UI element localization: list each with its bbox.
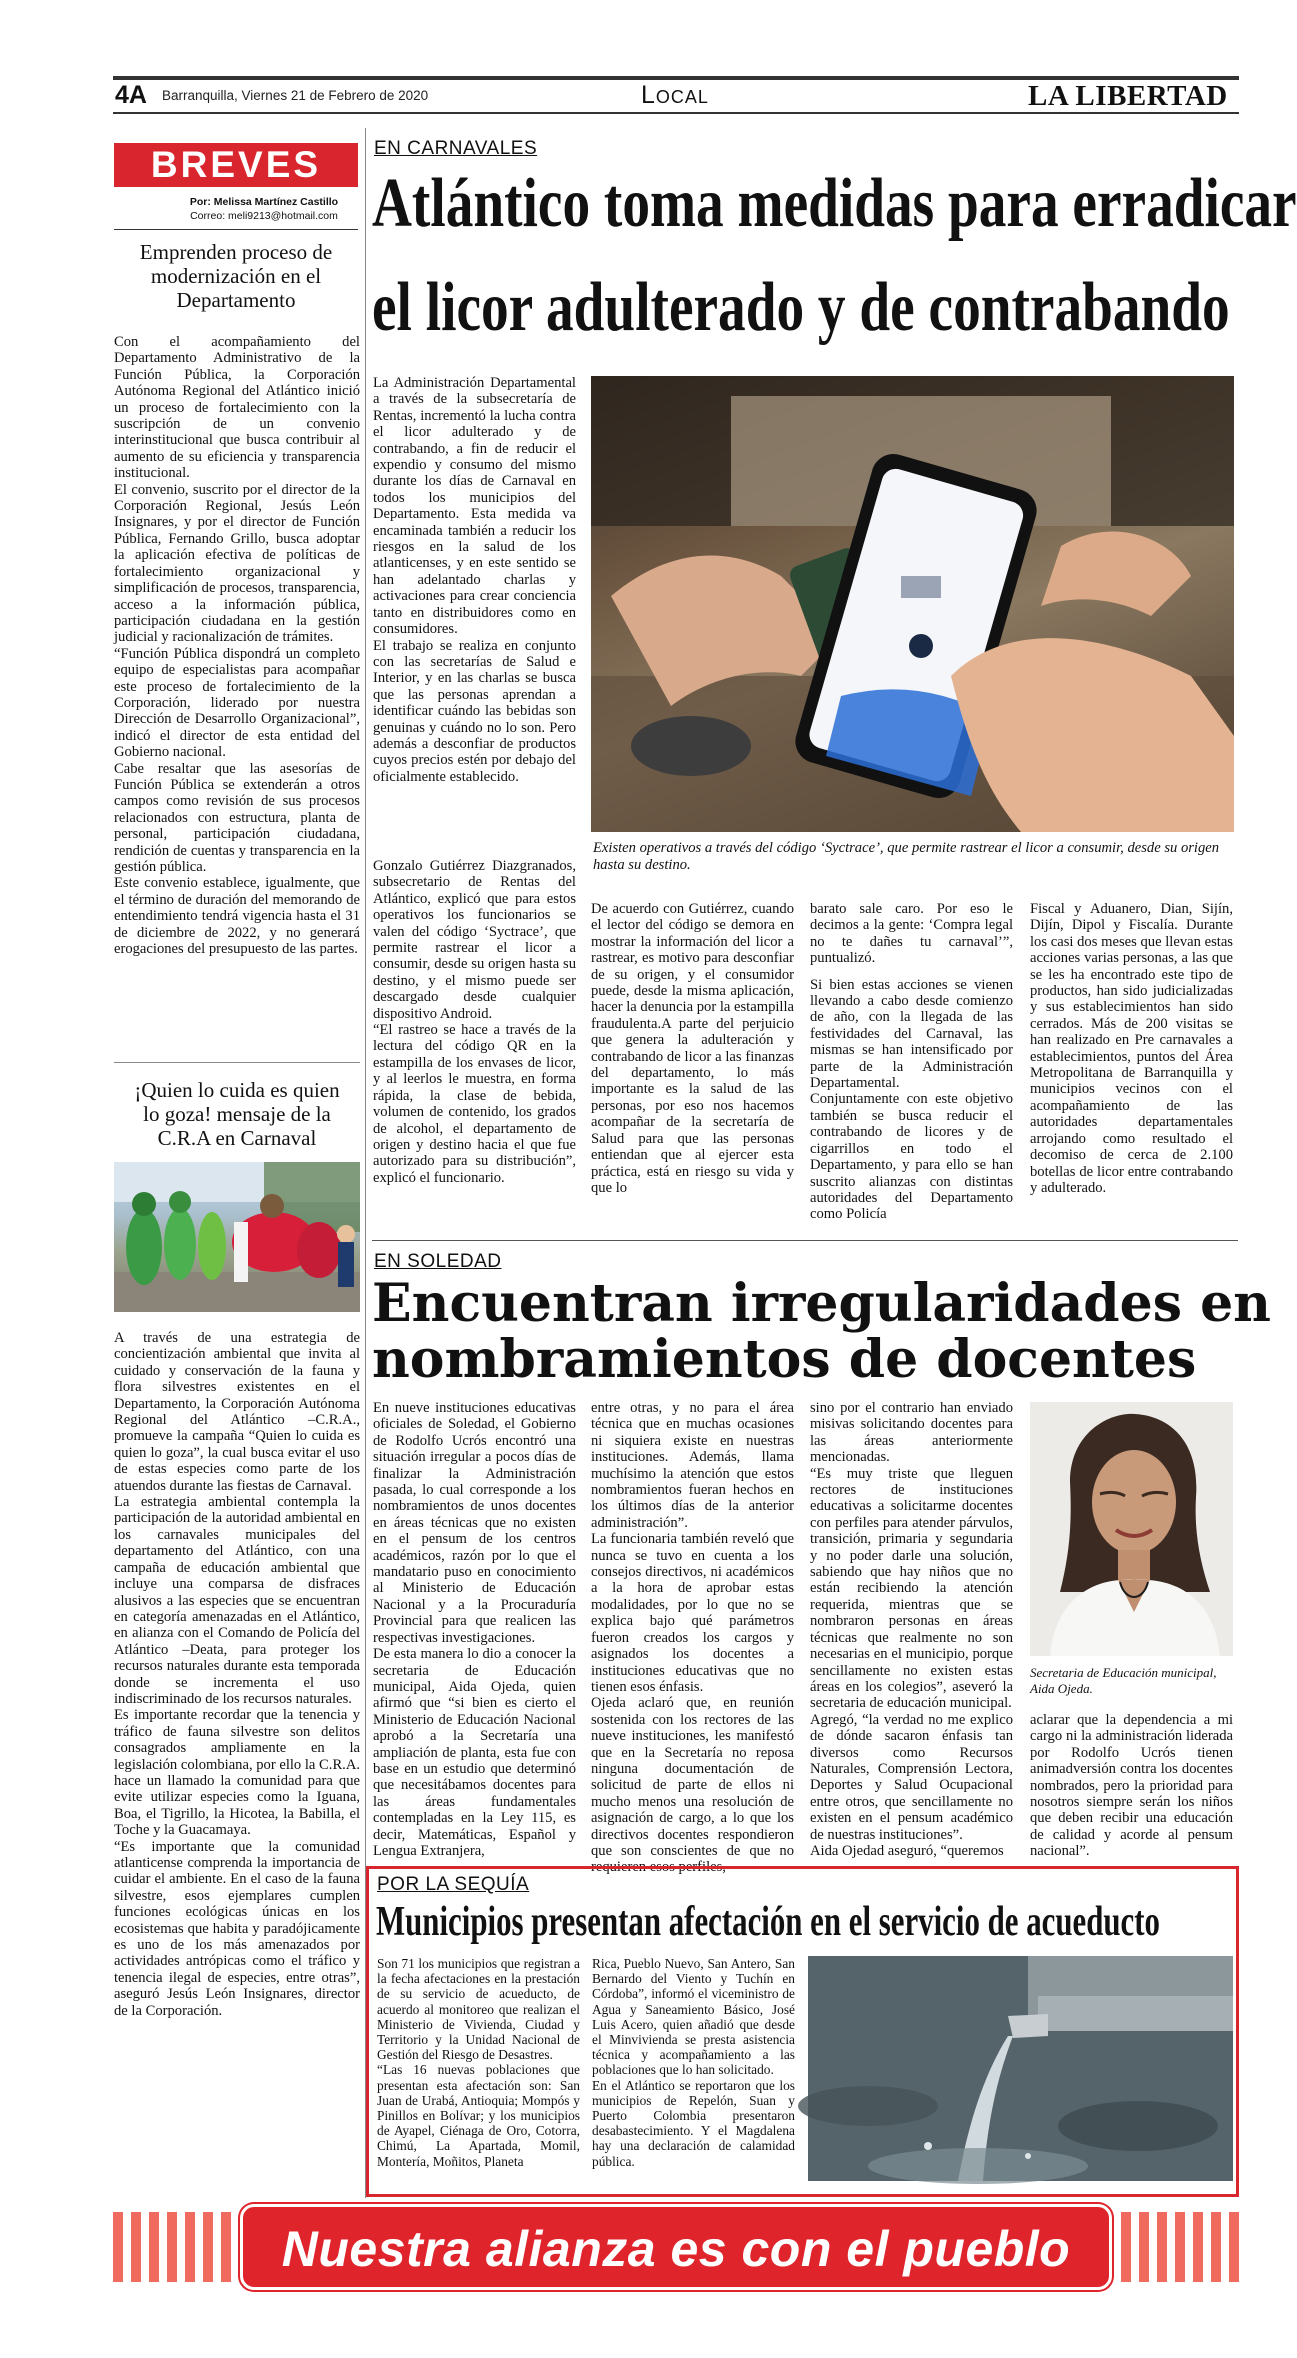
breves-divider — [114, 1062, 360, 1063]
masthead: LA LIBERTAD — [1028, 80, 1228, 112]
paragraph: Fiscal y Aduanero, Dian, Sijín, Dijín, Dipol y Fiscalía. Durante los casi dos meses que llevan estas acciones varias personas, a las que se les ha encontrado este tipo de productos, han sido judicializadas y sus establecimientos han sido cerrados. Más de 200 visitas se han realizado en Pre carnavales a establecimientos, puntos del Área Metropolitana de Barranquilla y municipios vecinos con el acompañamiento de las autoridades departamentales arrojando como resultado el decomiso de cerca de 2.100 botellas de licor entre contrabando y adulterado. — [1030, 901, 1233, 1196]
paragraph: “Función Pública dispondrá un completo equipo de especialistas para acompañar este proceso de fortalecimiento de la Corporación, liderado por nuestra Dirección de Desarrollo Organizacional”, indicó el director de esta entidad del Gobierno nacional. — [114, 645, 360, 761]
paragraph: El convenio, suscrito por el director de la Corporación Regional, Jesús León Insignares, y por el director de Función Pública, Fernando Grillo, busca adoptar la aplicación efectiva de políticas de fortalecimiento organizacional y simplificación de procesos, transparencia, acceso a la información pública, participación ciudadana en la gestión judicial y racionalización de trámites. — [114, 481, 360, 646]
carnival-costume-image — [114, 1162, 360, 1312]
stripes-left-graphic — [113, 2212, 233, 2282]
article1-headline-line1: Atlántico toma medidas para erradicar — [372, 165, 1297, 242]
banner-stripes-left — [113, 2212, 233, 2282]
breves-item2-title: ¡Quien lo cuida es quien lo goza! mensaje de la C.R.A en Carnaval — [134, 1078, 340, 1150]
paragraph: Conjuntamente con este objetivo también se busca reducir el contrabando de licores y de cigarrillos en todo el Departamento, y para ello se han suscrito alianzas con distintas autoridades del Departamento como Policía — [810, 1091, 1013, 1223]
article1-caption: Existen operativos a través del código ‘Syctrace’, que permite rastrear el licor a consumir, desde su origen hasta su destino. — [593, 840, 1220, 873]
dateline: Barranquilla, Viernes 21 de Febrero de 2020 — [162, 88, 429, 103]
syctrace-phone-photo — [591, 376, 1234, 832]
article1-kicker: EN CARNAVALES — [374, 138, 538, 159]
paragraph: De acuerdo con Gutiérrez, cuando el lector del código se demora en mostrar la información del licor a rastrear, es motivo para desconfiar de su origen, y el consumidor puede, desde la misma aplicación, hacer la denuncia por la estampilla fraudulenta.A parte del perjuicio que genera la adulteración y contrabando de licor a las finanzas del departamento, lo más importante es la salud de las personas, por eso nos hacemos acompañar de la secretaría de Salud para que las personas entiendan que al ejercer esta práctica, está en riesgo su vida y que lo — [591, 901, 795, 1196]
article1-col4 — [1030, 901, 1233, 1231]
paragraph: Ojeda aclaró que, en reunión sostenida con los rectores de las nueve instituciones, les manifestó que en la Secretaría no reposa ninguna documentación de solicitud de parte de ellos ni mucho menos una resolución de asignación de cargo, a lo que los directivos docentes respondieron que son conscientes de que no requieren esos perfiles, — [591, 1695, 794, 1876]
paragraph: Rica, Pueblo Nuevo, San Antero, San Bernardo del Viento y Tuchín en Córdoba”, informó el viceministro de Agua y Saneamiento Básico, José Luis Acero, quien añadió que desde el Minvivienda se presta asistencia técnica y acompañamiento a las poblaciones que lo han solicitado. — [592, 1956, 795, 2078]
paragraph: “Las 16 nuevas poblaciones que presentan esta afectación son: San Juan de Urabá, Antioquia; Mompós y Pinillos en Bolívar; y los municipios de Ayapel, Ciénaga de Oro, Cotorra, Chimú, La Apartada, Momil, Montería, Moñitos, Planeta — [377, 2062, 580, 2169]
paragraph: “Es importante que la comunidad atlanticense comprenda la importancia de cuidar el ambiente. En el caso de la fauna silvestre, esos ejemplares cumplen funciones ecológicas únicas en los ecosistemas que habita y paradójicamente es uno de los más amenazados por actividades antrópicas como el tráfico y tenencia ilegal de especies, entre otras”, aseguró Jesús León Insignares, director de la Corporación. — [114, 1838, 360, 2019]
paragraph: Este convenio establece, igualmente, que el término de duración del memorando de entendimiento tendrá vigencia hasta el 31 de diciembre de 2022, y no generará erogaciones del presupuesto de las partes. — [114, 875, 360, 958]
paragraph: Es importante recordar que la tenencia y tráfico de fauna silvestre son delitos consagrados ampliamente en la legislación colombiana, por ello la C.R.A. hace un llamado la comunidad para que evite utilizar especies como la Iguana, Boa, el Tigrillo, la Hicotea, la Babilla, el Toche y la Guacamaya. — [114, 1707, 361, 1839]
banner-stripes-right — [1118, 2212, 1239, 2282]
slogan-text: Nuestra alianza es con el pueblo — [281, 2221, 1071, 2277]
syctrace-phone-image — [591, 376, 1234, 832]
article2-headline-line2: nombramientos de docentes — [372, 1329, 1197, 1390]
paragraph: aclarar que la dependencia a mi cargo ni la administración liderada por Rodolfo Ucrós tienen animadversión contra los docentes nombrados, pero la prioridad para nosotros siempre serán los niños que deben recibir una educación de calidad y acorde al pensum nacional”. — [1030, 1712, 1233, 1860]
article1-col1-top — [373, 375, 576, 849]
breves-email: Correo: meli9213@hotmail.com — [190, 210, 338, 222]
header-bottom-rule — [113, 112, 1239, 114]
breves-item1-body — [114, 334, 360, 1054]
article2-col1 — [373, 1400, 576, 1859]
paragraph: entre otras, y no para el área técnica que en muchas ocasiones ni siquiera existe en nuestras instituciones. Además, llama muchísimo la atención que estos nombramientos fueran hechos en los últimos días de la anterior administración”. — [591, 1400, 794, 1531]
breves-rule — [114, 229, 358, 230]
breves-label-text: BREVES — [150, 144, 322, 185]
paragraph: A través de una estrategia de concientización ambiental que invita al cuidado y conservación de la fauna y flora silvestres existentes en el Departamento, la Corporación Autónoma Regional del Atlántico –C.R.A., promueve la campaña “Quien lo cuida es quien lo goza”, la cual busca evitar el uso de estas especies como parte de los atuendos durante las fiestas de Carnaval. — [114, 1330, 360, 1494]
article2-col3 — [810, 1400, 1013, 1859]
section-label: Local — [641, 81, 709, 109]
paragraph: En el Atlántico se reportaron que los municipios de Repelón, Suan y Puerto Colombia presentaron desabastecimiento. Y el Magdalena hay una declaración de calamidad pública. — [592, 2077, 795, 2169]
paragraph: Con el acompañamiento del Departamento Administrativo de la Función Pública, la Corporación Autónoma Regional del Atlántico inició un proceso de fortalecimiento con la suscripción de un convenio interinstitucional que busca contribuir al aumento de su eficiencia y transparencia institucional. — [114, 334, 360, 482]
article1-headline-line2: el licor adulterado y de contrabando — [372, 269, 1230, 346]
portrait-image — [1030, 1402, 1233, 1656]
article1-col2 — [591, 901, 794, 1231]
paragraph: Cabe resaltar que las asesorías de Función Pública se extenderán a otros campos como revisión de sus procesos relacionados con estructura, planta de personal, participación ciudadana, rendición de cuentas y transparencia en la gestión pública. — [114, 760, 360, 875]
article2-col4 — [1030, 1712, 1233, 1860]
article1-end-rule — [372, 1240, 1238, 1241]
paragraph: sino por el contrario han enviado misivas solicitando docentes para las áreas anteriormente mencionadas. — [810, 1400, 1013, 1466]
article3-col2 — [592, 1956, 795, 2188]
paragraph: “Es muy triste que lleguen rectores de instituciones educativas a solicitarme docentes con perfiles para atender párvulos, transición, primaria y segundaria y no poder darle una solución, sabiendo que hay niños que no están recibiendo la atención requerida, mientras que se nombraron personas en áreas técnicas que realmente no son necesarias en el municipio, porque sencillamente no existen estas áreas en los colegios”, aseveró la secretaria de educación municipal. — [810, 1465, 1013, 1712]
breves-item2-body — [114, 1330, 360, 2330]
article3-kicker: POR LA SEQUÍA — [377, 1874, 530, 1895]
carnival-costume-photo — [114, 1162, 360, 1312]
aida-ojeda-portrait — [1030, 1402, 1233, 1656]
breves-item1-title: Emprenden proceso de modernización en el Departamento — [139, 240, 333, 312]
paragraph: La Administración Departamental a través de la subsecretaría de Rentas, incrementó la lucha contra el licor adulterado y de contrabando, a fin de reducir el expendio y consumo del mismo durante los días de Carnaval en todos los municipios del Departamento. Esta medida va encaminada también a reducir los riesgos en la salud de los atlanticenses, y en este sentido se han adelantado charlas y activaciones para crear conciencia tanto en distribuidores como en consumidores. — [373, 375, 576, 638]
breves-label — [114, 143, 358, 187]
paragraph: El trabajo se realiza en conjunto con las secretarías de Salud e Interior, y en las charlas se busca que las personas aprendan a identificar cuándo las bebidas son genuinas y cuándo no lo son. Pero además a desconfiar de productos cuyos precios estén por debajo del oficialmente establecido. — [373, 637, 576, 785]
paragraph: La estrategia ambiental contempla la participación de la autoridad ambiental en los carnavales municipales del departamento del Atlántico, con una campaña de educación ambiental que incluye una comparsa de disfraces alusivos a las especies que se encuentran en categoría amenazadas en el Atlántico, en alianza con el Comando de Policía del Atlántico –Deata, para proteger los recursos naturales durante esta temporada donde se incrementa el uso indiscriminado de los recursos naturales. — [114, 1494, 360, 1707]
paragraph: “El rastreo se hace a través de la lectura del código QR en la estampilla de los envases de licor, y al leerlos le muestra, en forma rápida, la clase de bebida, volumen de contenido, los grados de alcohol, el departamento de origen y destino hacia el que fue autorizado para su distribución”, explicó el funcionario. — [373, 1022, 576, 1186]
page-number: 4A — [115, 81, 147, 109]
paragraph: Gonzalo Gutiérrez Diazgranados, subsecretario de Rentas del Atlántico, explicó que para estos operativos los funcionarios se valen del código ‘Syctrace’, que permite rastrear el licor a consumir, desde su origen hasta su destino, y el mismo puede ser descargado desde cualquier dispositivo Android. — [373, 858, 576, 1022]
article1-col3 — [810, 901, 1013, 1231]
faucet-water-photo — [808, 1956, 1233, 2181]
breves-author: Por: Melissa Martínez Castillo — [189, 196, 339, 208]
paragraph: Agregó, “la verdad no me explico de dónde sacaron énfasis tan diversos como Recursos Naturales, Comprensión Lectora, Deportes y Salud Ocupacional entre otros, que sencillamente no existen en el pensum académico de nuestras instituciones”. — [810, 1711, 1013, 1843]
paragraph: barato sale caro. Por eso le decimos a la gente: ‘Compra legal no te dañes tu carnaval’”, puntualizó. — [810, 901, 1013, 967]
article2-kicker: EN SOLEDAD — [374, 1251, 502, 1272]
article2-headline-line1: Encuentran irregularidades en — [372, 1273, 1271, 1334]
article1-col1-bottom — [373, 858, 576, 1232]
paragraph: Si bien estas acciones se vienen llevando a cabo desde comienzo de año, con la llegada de las festividades del Carnaval, las mismas se han intensificado por parte de la Administración Departamental. — [810, 976, 1013, 1092]
article2-caption: Secretaria de Educación municipal, Aida Ojeda. — [1030, 1665, 1217, 1696]
faucet-water-image — [808, 1956, 1233, 2181]
stripes-right-graphic — [1118, 2212, 1239, 2282]
paragraph: En nueve instituciones educativas oficiales de Soledad, el Gobierno de Rodolfo Ucrós encontró una situación irregular a pocos días de finalizar la Administración pasada, lo cual corresponde a los nombramientos de unos docentes en áreas técnicas que no existen en el pensum de los centros académicos, razón por lo que el mandatario puso en conocimiento al Ministerio de Educación Nacional y a la Procuraduría Provincial para que realicen las respectivas investigaciones. — [373, 1400, 576, 1646]
slogan-banner — [240, 2204, 1112, 2290]
paragraph: Aida Ojedad aseguró, “queremos — [810, 1842, 1004, 1859]
article3-headline: Municipios presentan afectación en el servicio de acueducto — [376, 1899, 1160, 1945]
article3-col1 — [377, 1956, 580, 2188]
paragraph: De esta manera lo dio a conocer la secretaria de Educación municipal, Aida Ojeda, quien afirmó que “si bien es cierto el Ministerio de Educación Nacional aprobó a la Secretaría una ampliación de planta, esta fue con base en un estudio que determinó que necesitábamos docentes para las áreas fundamentales contempladas en la Ley 115, es decir, Matemáticas, Español y Lengua Extranjera, — [373, 1646, 576, 1859]
paragraph: Son 71 los municipios que registran a la fecha afectaciones en la prestación de su servicio de acueducto, de acuerdo al monitoreo que realizan el Ministerio de Vivienda, Ciudad y Territorio y la Unidad Nacional de Gestión del Riesgo de Desastres. — [377, 1956, 580, 2063]
paragraph: La funcionaria también reveló que nunca se tuvo en cuenta a los consejos directivos, ni académicos a la hora de aprobar estas modalidades, por lo que no se explica bajo qué parámetros fueron creados los cargos y asignados los docentes a instituciones educativas que no tienen esos énfasis. — [591, 1531, 794, 1695]
article2-col2 — [591, 1400, 794, 1876]
